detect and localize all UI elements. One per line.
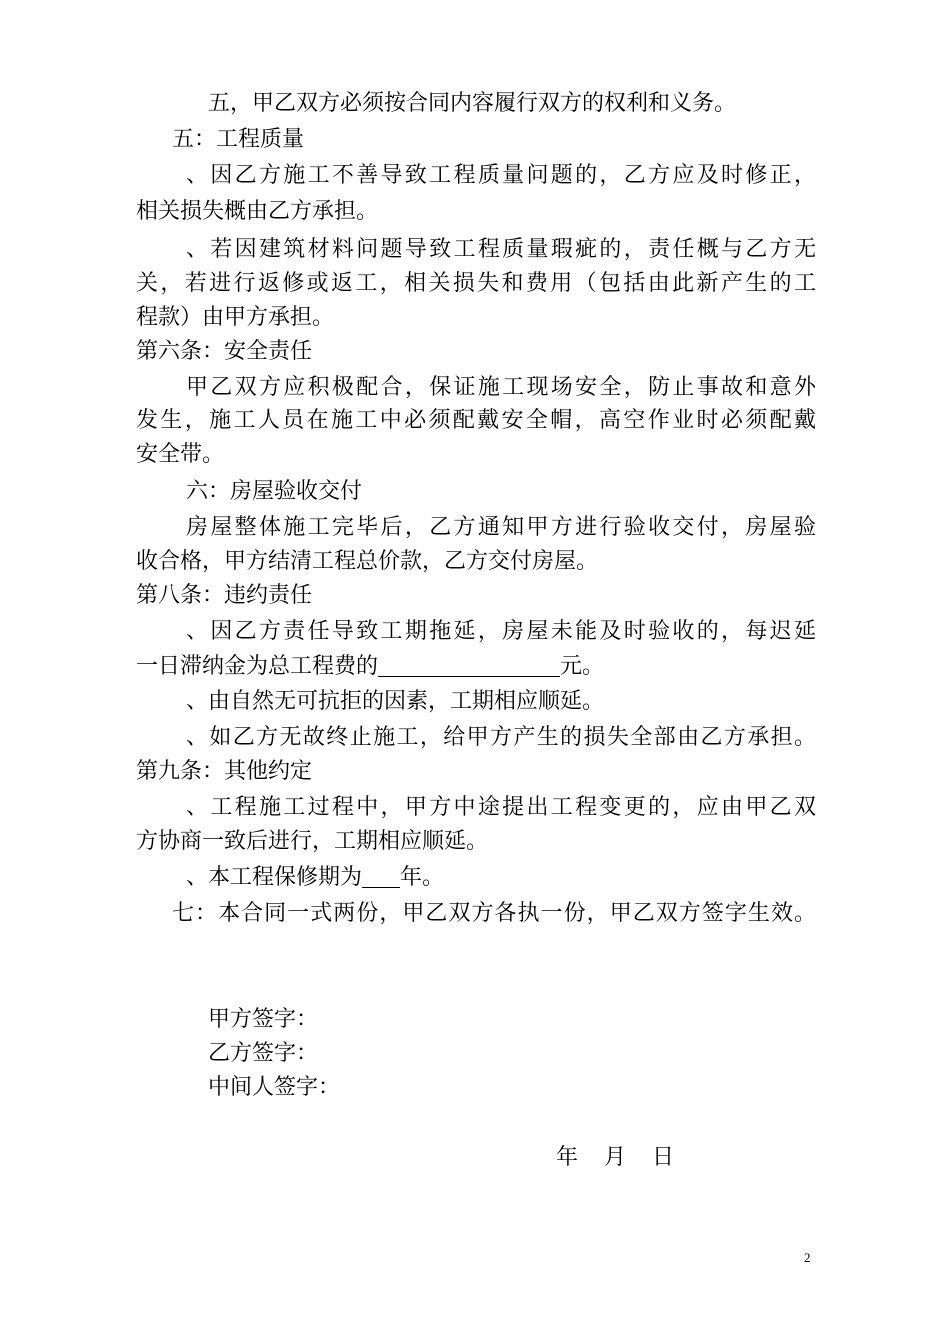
text-line: 、因乙方责任导致工期拖延，房屋未能及时验收的，每迟延: [186, 619, 816, 644]
text-fragment: 元。: [560, 654, 605, 679]
text-line: 、若因建筑材料问题导致工程质量瑕疵的，责任概与乙方无: [186, 237, 816, 262]
text-line: 程款）由甲方承担。: [136, 305, 335, 330]
section-heading: 六：房屋验收交付: [186, 479, 363, 504]
signature-middleman: 中间人签字：: [208, 1075, 341, 1100]
text-line: 方协商一致后进行，工期相应顺延。: [136, 829, 489, 854]
text-line: 关，若进行返修或返工，相关损失和费用（包括由此新产生的工: [136, 271, 816, 296]
section-heading: 五：工程质量: [172, 127, 305, 152]
text-line: 五，甲乙双方必须按合同内容履行双方的权利和义务。: [208, 91, 737, 116]
date-month: 月: [604, 1145, 627, 1170]
text-fragment: 一日滞纳金为总工程费的: [136, 654, 379, 679]
section-heading: 第六条：安全责任: [136, 339, 313, 364]
text-line: 、工程施工过程中，甲方中途提出工程变更的，应由甲乙双: [186, 795, 816, 820]
text-line: 房屋整体施工完毕后，乙方通知甲方进行验收交付，房屋验: [186, 515, 816, 540]
text-line: 安全带。: [136, 442, 225, 467]
page-number: 2: [804, 1250, 811, 1265]
warranty-line: [186, 862, 586, 894]
text-fragment: 年。: [400, 865, 445, 890]
date-day: 日: [652, 1145, 675, 1170]
text-line: 、由自然无可抗拒的因素，工期相应顺延。: [186, 689, 605, 714]
date-year: 年: [556, 1145, 579, 1170]
section-heading: 第八条：违约责任: [136, 583, 313, 608]
text-line: 、因乙方施工不善导致工程质量问题的，乙方应及时修正，: [186, 163, 816, 188]
signature-party-b: 乙方签字：: [208, 1041, 319, 1066]
section-heading: 第九条：其他约定: [136, 759, 313, 784]
text-line: 七：本合同一式两份，甲乙双方各执一份，甲乙双方签字生效。: [172, 901, 816, 926]
signature-party-a: 甲方签字：: [208, 1007, 319, 1032]
warranty-years-blank: [362, 863, 400, 888]
date-line: [556, 1142, 696, 1174]
text-line: 发生，施工人员在施工中必须配戴安全帽，高空作业时必须配戴: [136, 408, 816, 433]
text-line: 相关损失概由乙方承担。: [136, 199, 379, 224]
text-line: 收合格，甲方结清工程总价款，乙方交付房屋。: [136, 549, 599, 574]
penalty-amount-blank: [378, 652, 560, 677]
penalty-line: [136, 651, 816, 683]
text-line: 、如乙方无故终止施工，给甲方产生的损失全部由乙方承担。: [186, 725, 816, 750]
text-fragment: 、本工程保修期为: [186, 865, 363, 890]
text-line: 甲乙双方应积极配合，保证施工现场安全，防止事故和意外: [186, 375, 816, 400]
